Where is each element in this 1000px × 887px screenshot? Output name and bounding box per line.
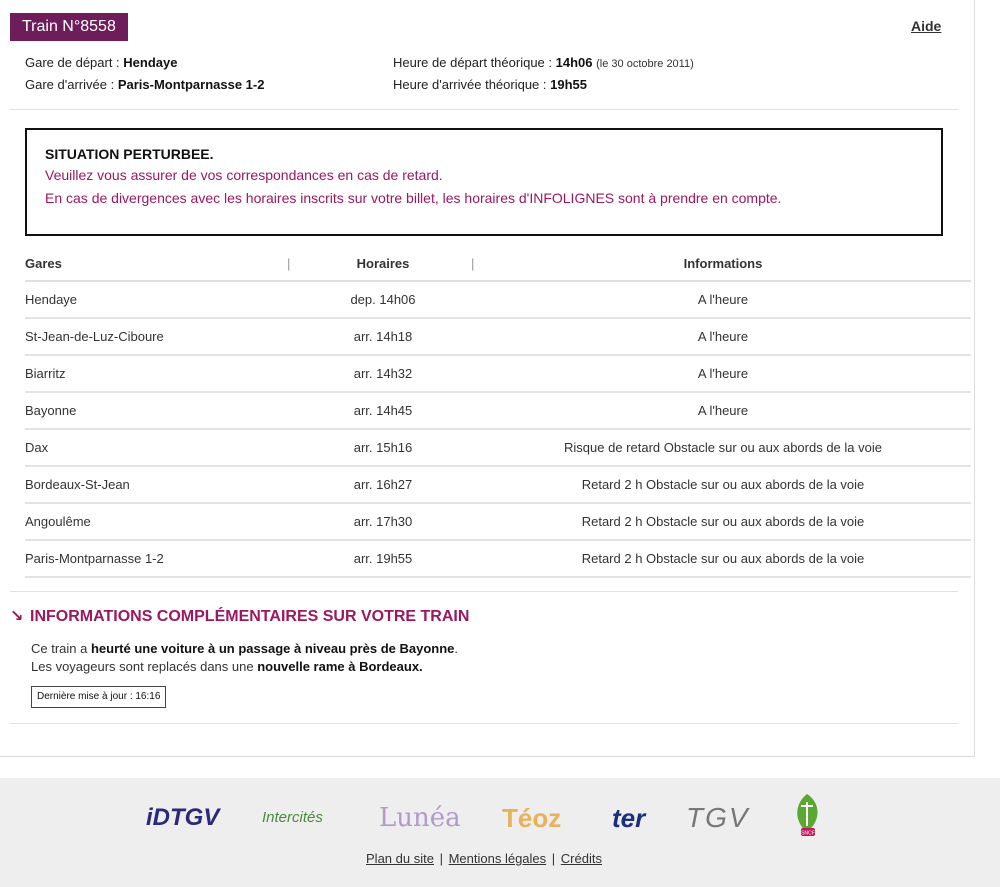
header-divider: |: [287, 256, 291, 271]
idtgv-logo[interactable]: iDTGV: [146, 804, 220, 831]
additional-info-title-text: INFORMATIONS COMPLÉMENTAIRES SUR VOTRE TRAIN: [30, 608, 470, 625]
lunea-logo[interactable]: Lunéa: [379, 803, 461, 833]
row-station: Angoulême: [25, 514, 91, 529]
row-station: Hendaye: [25, 292, 78, 307]
tgv-logo[interactable]: TGV: [686, 802, 750, 833]
table-row: [25, 356, 971, 393]
info-text-bold: heurté une voiture à un passage à niveau près de Bayonne: [90, 641, 455, 656]
link-separator: |: [551, 851, 556, 866]
table-row: [25, 282, 971, 319]
header-stations: Gares: [25, 256, 62, 271]
header-divider: |: [471, 256, 475, 271]
link-separator: |: [439, 851, 443, 866]
row-time: arr. 14h18: [353, 329, 413, 344]
row-time: arr. 17h30: [353, 514, 413, 529]
info-text: Ce train a: [31, 641, 91, 656]
arrow-down-right-icon: ↘: [10, 608, 24, 625]
divider: [10, 723, 958, 724]
intercites-logo[interactable]: Intercités: [262, 809, 323, 826]
arrival-station-label: Gare d'arrivée :: [25, 77, 115, 92]
arrival-time-label: Heure d'arrivée théorique :: [393, 77, 547, 92]
header-information: Informations: [683, 256, 763, 271]
legal-notice-link[interactable]: Mentions légales: [448, 851, 547, 866]
help-link[interactable]: Aide: [911, 18, 942, 34]
teoz-logo[interactable]: Téoz: [502, 803, 562, 833]
footer-links: [0, 851, 968, 866]
row-station: Dax: [25, 440, 49, 455]
row-time: arr. 14h32: [353, 366, 413, 381]
info-text-bold: nouvelle rame à Bordeaux.: [257, 659, 423, 674]
arrival-time-row: [393, 77, 587, 92]
alert-line-timetable: En cas de divergences avec les horaires inscrits sur votre billet, les horaires d'INFOLIGNES sont à prendre en compte.: [45, 190, 782, 206]
credits-link[interactable]: Crédits: [560, 851, 602, 866]
table-row: [25, 467, 971, 504]
row-station: Bordeaux-St-Jean: [25, 477, 130, 492]
table-row: [25, 430, 971, 467]
row-info: A l'heure: [697, 329, 749, 344]
row-time: dep. 14h06: [350, 292, 416, 307]
row-station: Paris-Montparnasse 1-2: [25, 551, 164, 566]
row-time: arr. 19h55: [353, 551, 413, 566]
row-info: Retard 2 h Obstacle sur ou aux abords de la voie: [581, 551, 865, 566]
row-station: St-Jean-de-Luz-Ciboure: [25, 329, 164, 344]
arrival-station-value: Paris-Montparnasse 1-2: [117, 77, 265, 92]
row-time: arr. 14h45: [353, 403, 413, 418]
table-row: [25, 504, 971, 541]
row-station: Biarritz: [25, 366, 66, 381]
departure-time-label: Heure de départ théorique :: [393, 55, 552, 70]
footer: [0, 778, 1000, 887]
departure-time-row: [393, 55, 694, 70]
arrival-time-value: 19h55: [550, 77, 588, 92]
row-time: arr. 15h16: [353, 440, 413, 455]
departure-station-value: Hendaye: [123, 55, 178, 70]
row-info: A l'heure: [697, 292, 749, 307]
additional-info-line: [31, 641, 458, 656]
table-row: [25, 319, 971, 356]
timetable: [25, 250, 971, 578]
departure-station-label: Gare de départ :: [25, 55, 120, 70]
row-info: A l'heure: [697, 403, 749, 418]
info-text: .: [454, 641, 458, 656]
sitemap-link[interactable]: Plan du site: [366, 851, 434, 866]
divider: [10, 109, 958, 110]
additional-info-line: [31, 659, 423, 674]
alert-title: SITUATION PERTURBEE.: [45, 146, 214, 162]
row-time: arr. 16h27: [353, 477, 413, 492]
row-info: Retard 2 h Obstacle sur ou aux abords de la voie: [581, 514, 865, 529]
row-info: Risque de retard Obstacle sur ou aux abords de la voie: [564, 440, 882, 455]
transilien-logo[interactable]: [790, 792, 824, 838]
last-update-badge: Dernière mise à jour : 16:16: [31, 686, 166, 708]
additional-info-title: [10, 606, 469, 626]
departure-station-row: [25, 55, 178, 70]
departure-time-value: 14h06: [555, 55, 593, 70]
arrival-station-row: [25, 77, 264, 92]
departure-date: (le 30 octobre 2011): [596, 58, 694, 70]
table-row: [25, 541, 971, 578]
row-station: Bayonne: [25, 403, 77, 418]
info-text: Les voyageurs sont replacés dans une: [31, 659, 258, 674]
alert-line-connections: Veuillez vous assurer de vos correspondances en cas de retard.: [45, 167, 443, 183]
ter-logo[interactable]: ter: [612, 803, 646, 833]
row-info: Retard 2 h Obstacle sur ou aux abords de la voie: [581, 477, 865, 492]
row-info: A l'heure: [697, 366, 749, 381]
train-number-badge: Train N°8558: [10, 13, 128, 41]
transilien-badge-text: SNCF: [801, 830, 815, 837]
disruption-alert: [25, 128, 943, 236]
divider: [10, 591, 958, 592]
table-row: [25, 393, 971, 430]
timetable-header: [25, 250, 971, 282]
header-times: Horaires: [356, 256, 410, 271]
